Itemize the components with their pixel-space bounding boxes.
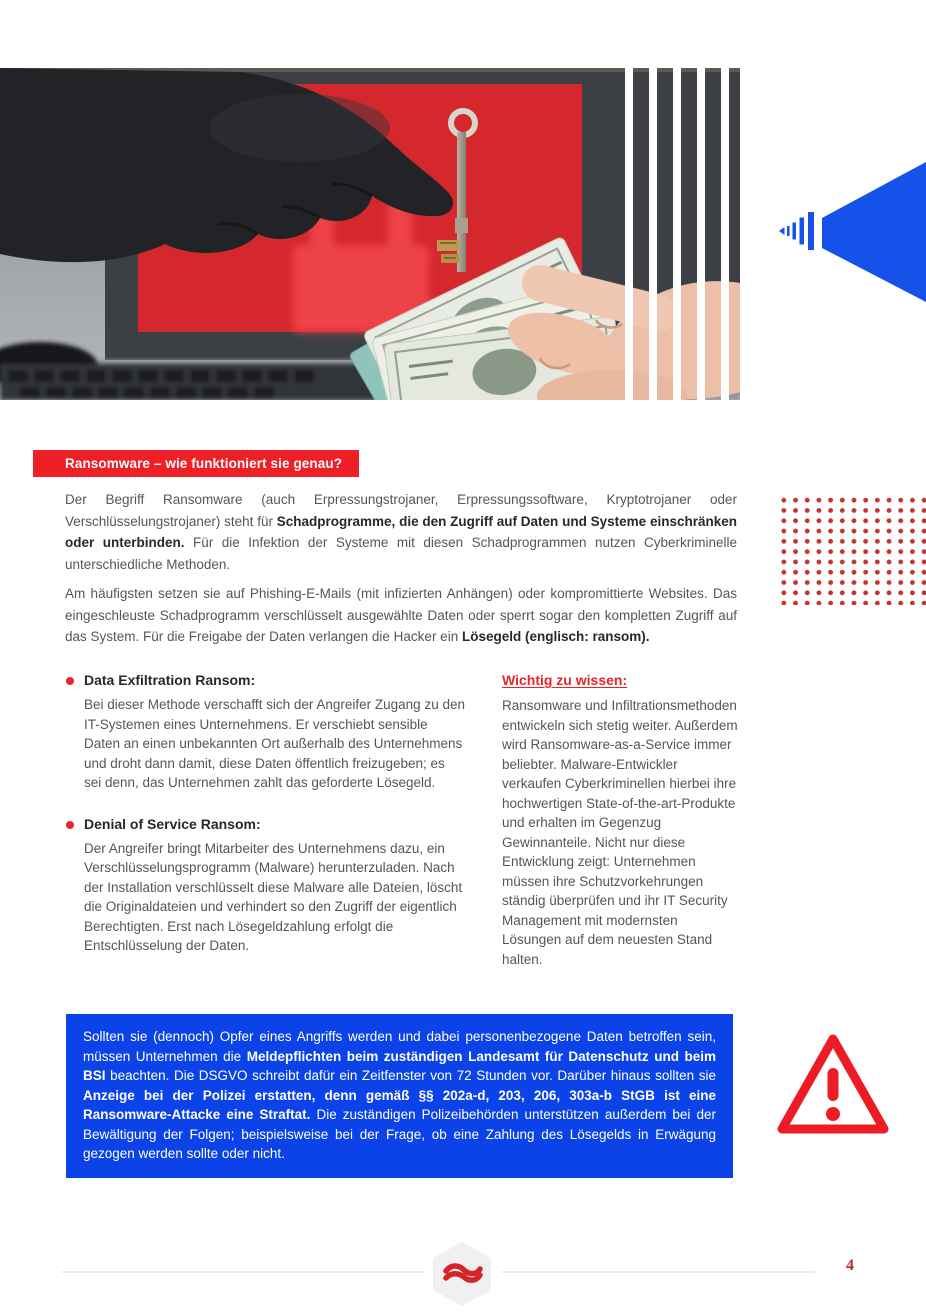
hero-photo (0, 68, 740, 400)
method-data-exfiltration (65, 672, 465, 793)
method-denial-of-service (65, 816, 465, 956)
method-title: Data Exfiltration Ransom: (84, 672, 256, 688)
red-dot-icon (66, 677, 74, 685)
section-banner (33, 450, 359, 477)
blue-arrow-icon (776, 156, 926, 306)
page-number: 4 (846, 1257, 854, 1274)
method-body: Bei dieser Methode verschafft sich der Angreifer Zugang zu den IT-Systemen eines Unternehmens. Er verschiebt sensible Daten an einen unbekannten Ort außerhalb des Unternehmens und droht dann damit, diese Daten öffentlich freizugeben; es sei denn, das Unternehmen zahlt das geforderte Lösegeld. (84, 697, 465, 790)
method-title: Denial of Service Ransom: (84, 815, 261, 832)
methods-column (65, 672, 465, 956)
sidebar-title: Wichtig zu wissen: (502, 672, 628, 688)
hero-stripe (673, 68, 681, 400)
intro-paragraph-1: Der Begriff Ransomware (auch Erpressungstrojaner, Erpressungssoftware, Kryptotrojaner oder Verschlüsselungstrojaner) steht für Schadprogramme, die den Zugriff auf Daten und Systeme einschränken oder unterbinden. Für die Infektion der Systeme mit diesen Schadprogrammen nutzen Cyberkriminelle unterschiedliche Methoden. (65, 492, 738, 572)
footer-divider (502, 1271, 815, 1273)
warning-triangle-icon (773, 1030, 893, 1140)
hero-stripe (649, 68, 657, 400)
method-body: Der Angreifer bringt Mitarbeiter des Unternehmens dazu, ein Verschlüsselungsprogramm (Malware) herunterzuladen. Nach der Installation verschlüsselt diese Malware alle Dateien, löscht die Originaldateien und verhindert so den Zugriff der eigentlich Berechtigten. Erst nach Lösegeldzahlung erfolgt die Entschlüsselung der Daten. (84, 840, 463, 953)
hero-stripe (721, 68, 729, 400)
sidebar-body: Ransomware und Infiltrationsmethoden entwickeln sich stetig weiter. Außerdem wird Ransomware-as-a-Service immer beliebter. Malware-Entwickler verkaufen Cyberkriminellen hierbei ihre hochwertigen State-of-the-art-Produkte und erhalten im Gegenzug Gewinnanteile. Nicht nur diese Entwicklung zeigt: Unternehmen müssen ihre Schutzvorkehrungen ständig überprüfen und ihr IT Security Management mit modernsten Lösungen auf dem neuesten Stand halten. (502, 698, 738, 967)
intro-paragraph-2: Am häufigsten setzen sie auf Phishing-E-Mails (mit infizierten Anhängen) oder kompromittierte Websites. Das eingeschleuste Schadprogramm verschlüsselt ausgewählte Daten oder sperrt sogar den kompletten Zugriff auf das System. Für die Freigabe der Daten verlangen die Hacker ein Lösegeld (englisch: ransom). (65, 586, 737, 644)
legal-info-box: Sollten sie (dennoch) Opfer eines Angriffs werden und dabei personenbezogene Daten betroffen sein, müssen Unternehmen die Meldepflichten beim zuständigen Landesamt für Datenschutz und beim BSI beachten. Die DSGVO schreibt dafür ein Zeitfenster von 72 Stunden vor. Darüber hinaus sollten sie Anzeige bei der Polizei erstatten, denn gemäß §§ 202a-d, 203, 206, 303a-b StGB ist eine Ransomware-Attacke eine Straftat. Die zuständigen Polizeibehörden unterstützen außerdem bei der Bewältigung der Folgen; beispielsweise bei der Frage, ob eine Zahlung des Lösegelds in Erwägung gezogen werden sollte oder nicht. (66, 1014, 733, 1178)
hero-stripe (625, 68, 633, 400)
red-dot-icon (66, 821, 74, 829)
section-title: Ransomware – wie funktioniert sie genau? (65, 456, 343, 471)
sidebar-note (502, 672, 738, 969)
red-dot-grid-pattern (776, 493, 926, 605)
brand-logo-icon (431, 1241, 493, 1307)
footer-divider (62, 1271, 425, 1273)
hero-stripe (697, 68, 705, 400)
